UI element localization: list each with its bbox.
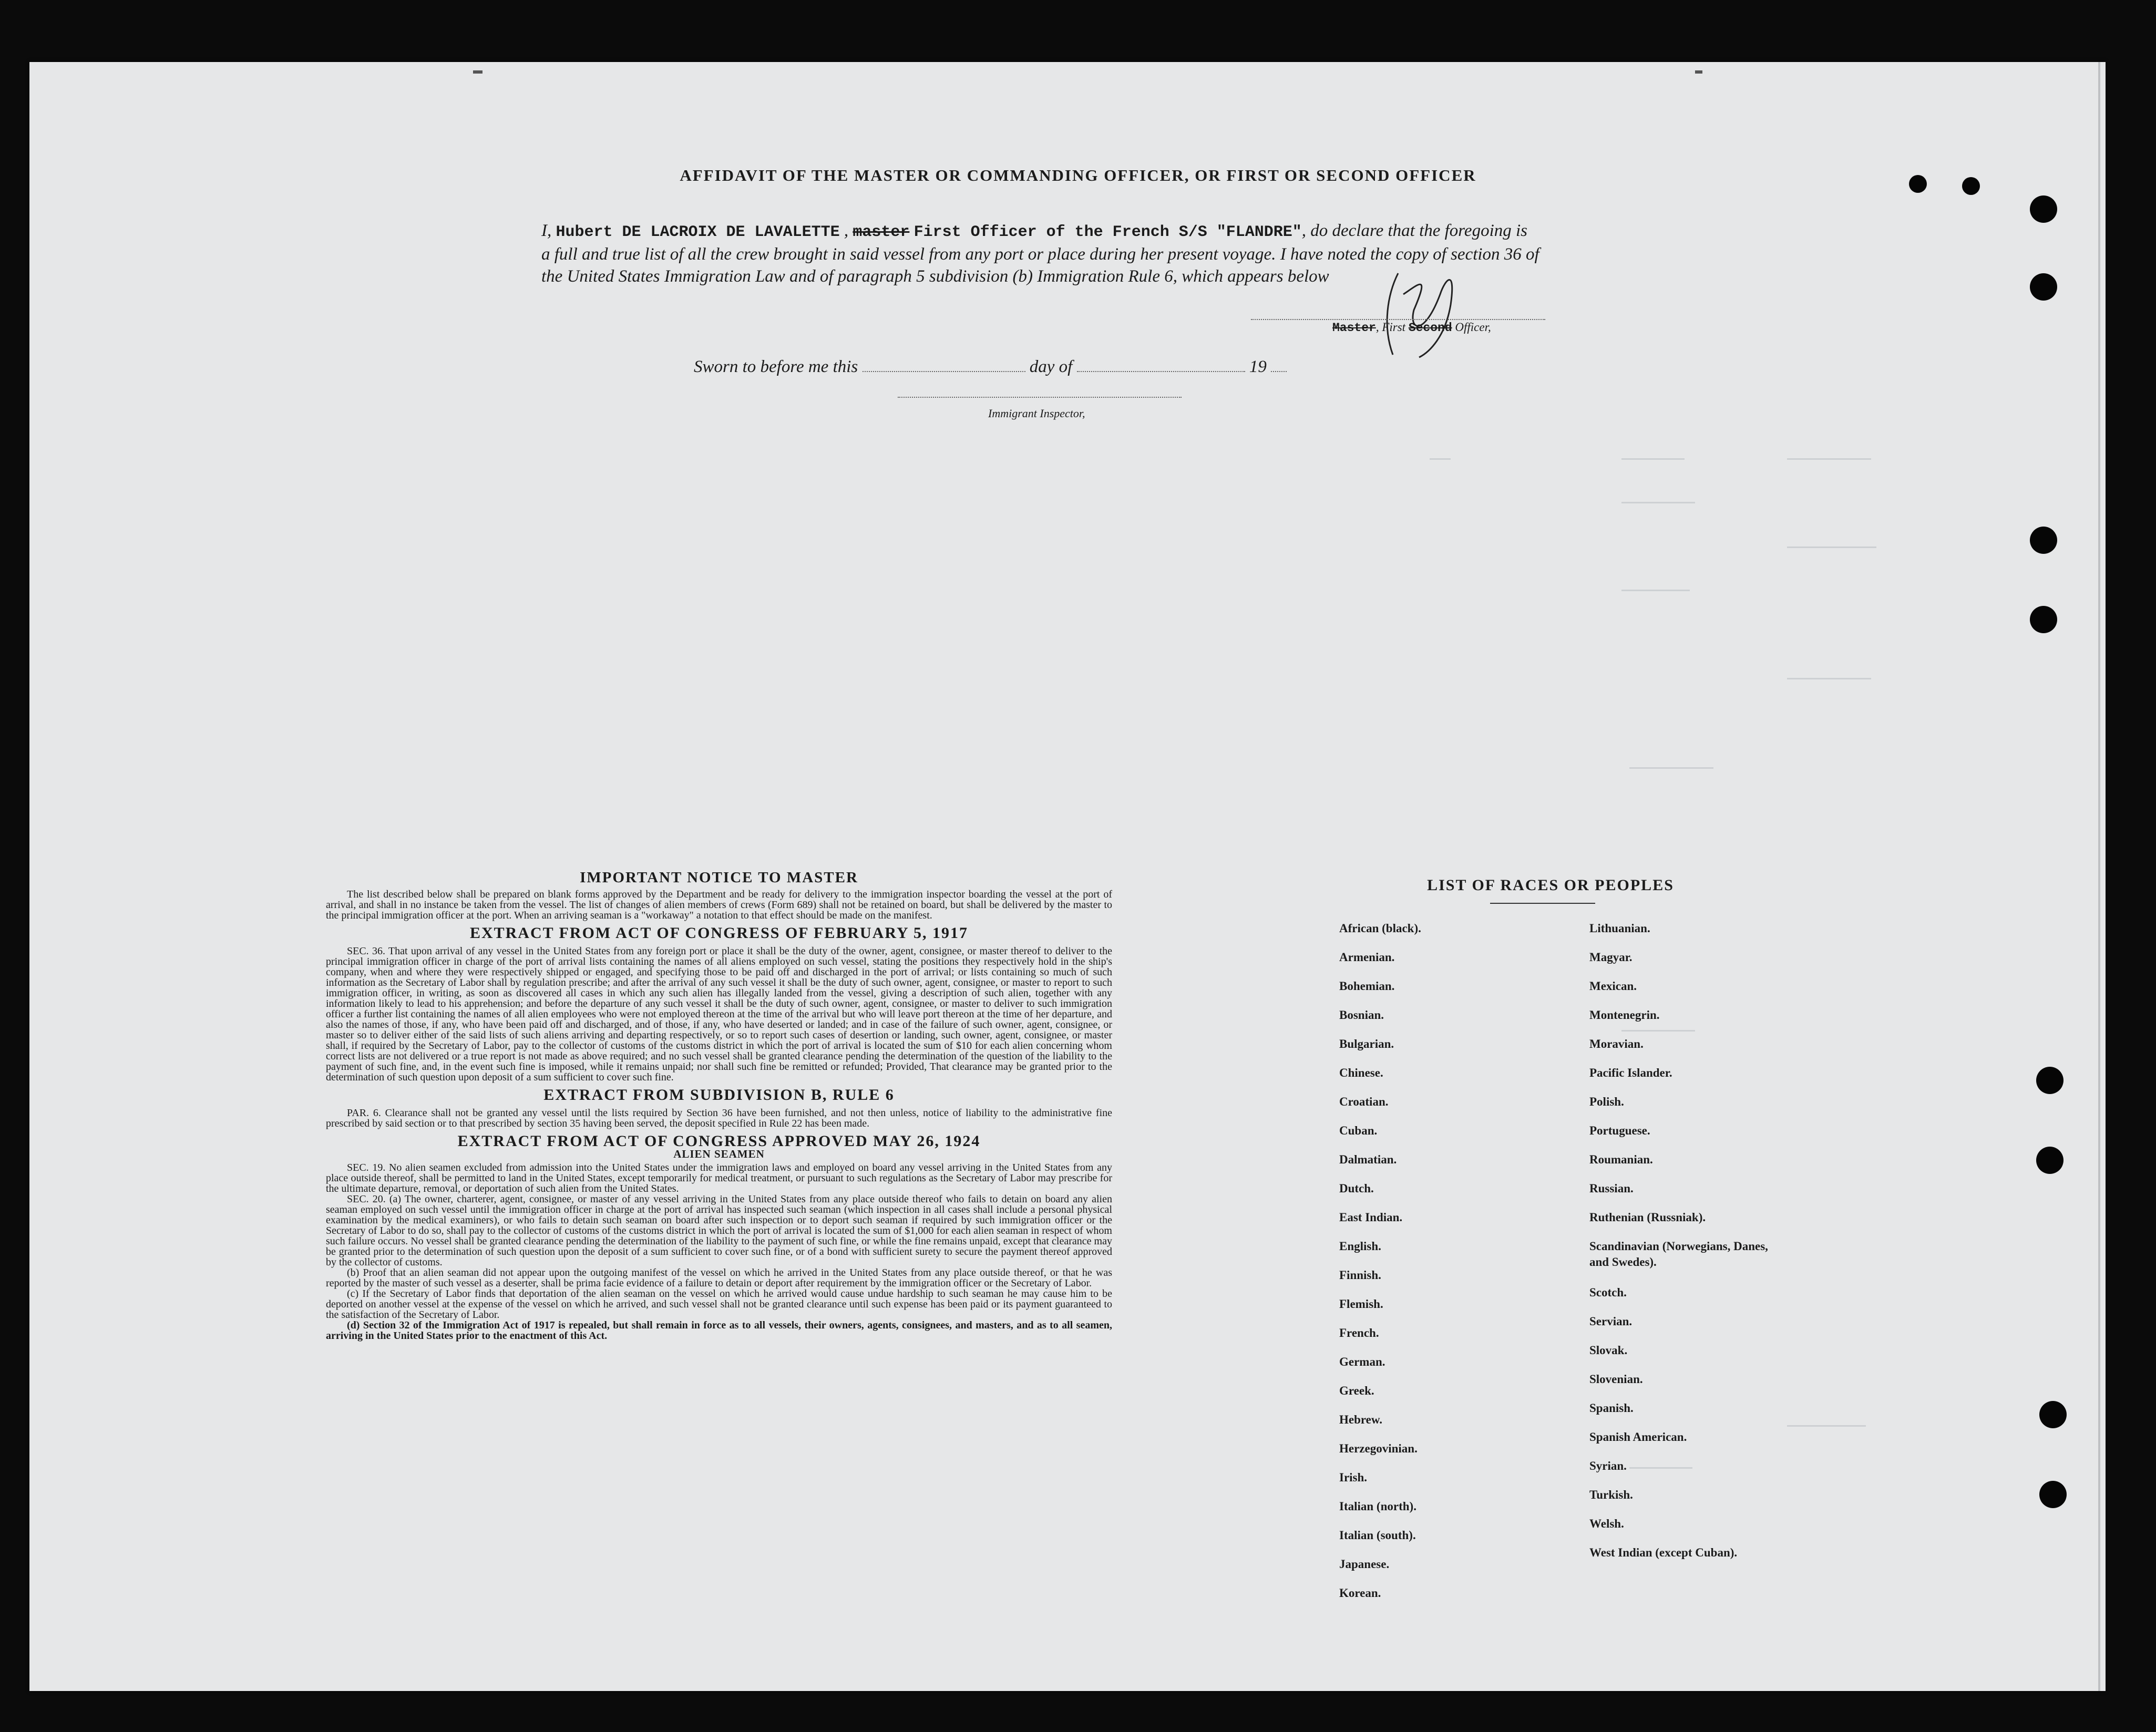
race-item: Korean. (1339, 1586, 1381, 1600)
bleed-through (1629, 767, 1713, 769)
extract-1924-sec20a: SEC. 20. (a) The owner, charterer, agent, consignee, or master of any vessel arriving in the United States from any place outside thereof who fails to detain on board any alien seaman employed on such vessel until the immigration officer in charge at the port of arrival has inspected such seaman (which inspection in all cases shall include a personal physical examination by the medical examiners), or who fails to detain such seaman on board after such inspection or to deport such seaman if required by such immigration officer or the Secretary of Labor to do so, shall pay to the collector of customs of the customs district in which the port of arrival is located the sum of $1,000 for each alien seaman in respect of whom such failure occurs. No vessel shall be granted clearance pending the determination of the liability to the payment of such fine, or while the fine remains unpaid, except that clearance may be granted prior to the determination of such question upon the deposit of a sum sufficient to cover such fine, or of a bond with sufficient surety to secure the payment thereof approved by the collector of customs. (326, 1193, 1112, 1268)
race-item: Spanish American. (1589, 1430, 1687, 1444)
race-item: Croatian. (1339, 1095, 1389, 1108)
punch-hole (2030, 273, 2057, 301)
race-item: German. (1339, 1355, 1385, 1368)
bleed-through (1787, 547, 1876, 548)
race-item: Dutch. (1339, 1182, 1374, 1195)
bleed-through (1430, 458, 1451, 460)
inspector-label: Immigrant Inspector, (988, 407, 1085, 420)
month-blank (1077, 358, 1245, 372)
extract-1924-sec20b: (b) Proof that an alien seaman did not appear upon the outgoing manifest of the vessel on which he arrived in the United States from any place outside thereof, or that he was reported by the master of such vessel as a deserter, shall be prima facie evidence of a failure to detain or deport after requirement by the immigration officer or the Secretary of Labor. (326, 1267, 1112, 1289)
race-item: Herzegovinian. (1339, 1442, 1418, 1455)
punch-hole (2039, 1401, 2067, 1428)
race-item: Scandinavian (Norwegians, Danes, and Swedes). (1589, 1240, 1768, 1269)
officer-position: First Officer of the French S/S "FLANDRE" (913, 223, 1302, 241)
year-text: 19 (1249, 357, 1267, 376)
punch-hole (2036, 1147, 2063, 1174)
bleed-through (1621, 502, 1695, 503)
race-item: Slovak. (1589, 1344, 1628, 1357)
race-item: Magyar. (1589, 951, 1633, 964)
race-item: Armenian. (1339, 951, 1395, 964)
race-item: Italian (north). (1339, 1500, 1416, 1513)
sheet-right-border (2098, 62, 2100, 1691)
alien-seamen-subtitle: ALIEN SEAMEN (673, 1148, 765, 1160)
race-item: Cuban. (1339, 1124, 1378, 1137)
punch-hole (2036, 1067, 2063, 1094)
races-title: LIST OF RACES OR PEOPLES (1427, 877, 1674, 894)
affidavit-i: I, (541, 221, 552, 240)
extract-1924-sec20c: (c) If the Secretary of Labor finds that deportation of the alien seaman on the vessel on which he arrived would cause undue hardship to such seaman he may cause him to be deported on another vessel at the expense of the vessel on which he arrived, and such vessel shall not be granted clearance until such expense has been paid or its payment guaranteed to the satisfaction of the Secretary of Labor. (326, 1288, 1112, 1321)
bleed-through (1621, 458, 1685, 460)
bleed-through (1621, 590, 1690, 591)
race-item: Moravian. (1589, 1037, 1644, 1050)
race-item: Finnish. (1339, 1269, 1381, 1282)
extract-1917-text: SEC. 36. That upon arrival of any vessel in the United States from any foreign port or place it shall be the duty of the owner, agent, consignee, or master thereof to deliver to the principal immigration officer in charge of the port of arrival lists containing the names of all aliens employed on such vessel, stating the positions they respectively hold in the ship's company, when and where they were respectively shipped or engaged, and specifying those to be paid off and discharged in the port of arrival; or lists containing so much of such information as the Secretary of Labor shall by regulation prescribe; and after the arrival of any such vessel it shall be the duty of such owner, agent, consignee, or master to report to such immigration officer, in writing, as soon as discovered all cases in which any such alien has illegally landed from the vessel, giving a description of such alien, together with any information likely to lead to his apprehension; and before the departure of any such vessel it shall be the duty of such owner, agent, consignee, or master to deliver to such immigration officer a further list containing the names of all alien employees who were not employed thereon at the time of the arrival but who will leave port thereon at the time of her departure, and also the names of those, if any, who have been paid off and discharged, and of those, if any, who have deserted or landed; and in case of the failure of such owner, agent, consignee, or master so to deliver either of the said lists of such aliens arriving and departing respectively, or so to report such cases of desertion or landing, such owner, agent, consignee, or master shall, if required by the Secretary of Labor, pay to the collector of customs of the customs district in which the port of arrival is located the sum of $10 for each alien concerning whom correct lists are not delivered or a true report is not made as above required; and no such vessel shall be granted clearance pending the determination of the question of the liability to the payment of such fine, and, in the event such fine is imposed, while it remains unpaid; nor shall such fine be remitted or refunded; Provided, That clearance may be granted prior to the determination of such question upon deposit of a sum sufficient to cover such fine. (326, 945, 1112, 1083)
bleed-through (1787, 458, 1871, 460)
edge-mark (1695, 70, 1702, 74)
notice-title: IMPORTANT NOTICE TO MASTER (580, 869, 858, 886)
day-blank (863, 358, 1025, 372)
name-comma: , (844, 221, 849, 240)
race-item: East Indian. (1339, 1211, 1403, 1224)
race-item: Russian. (1589, 1182, 1634, 1195)
extract-1924-sec20d: (d) Section 32 of the Immigration Act of 1917 is repealed, but shall remain in force as to all vessels, their owners, agents, consignees, and masters, and as to all seamen, arriving in the United States prior to the enactment of this Act. (326, 1319, 1112, 1342)
punch-hole (2030, 527, 2057, 554)
affidavit-title: AFFIDAVIT OF THE MASTER OR COMMANDING OFFICER, OR FIRST OR SECOND OFFICER (680, 166, 1476, 184)
struck-master: Master (1332, 321, 1376, 335)
race-item: Irish. (1339, 1471, 1368, 1484)
races-column-1 (1339, 921, 1528, 1614)
races-column-2 (1589, 921, 1831, 1574)
race-item: Pacific Islander. (1589, 1066, 1672, 1079)
signature-line (1251, 319, 1545, 320)
race-item: Servian. (1589, 1315, 1633, 1328)
race-item: Lithuanian. (1589, 922, 1650, 935)
race-item: Roumanian. (1589, 1153, 1653, 1166)
race-item: Japanese. (1339, 1558, 1390, 1571)
punch-hole (2039, 1481, 2067, 1508)
race-item: Chinese. (1339, 1066, 1383, 1079)
extract-1924-title: EXTRACT FROM ACT OF CONGRESS APPROVED MAY 26, 1924 (457, 1132, 981, 1150)
race-item: Polish. (1589, 1095, 1624, 1108)
struck-title: master (853, 223, 910, 241)
extract-1924-sec19: SEC. 19. No alien seamen excluded from admission into the United States under the immigration laws and employed on board any vessel arriving in the United States from any place outside thereof, shall be permitted to land in the United States, except temporarily for medical treatment, or pursuant to such regulations as the Secretary of Labor may prescribe for the ultimate departure, removal, or deportation of such alien from the United States. (326, 1162, 1112, 1194)
day-of-text: day of (1029, 357, 1073, 376)
extract-rule6-title: EXTRACT FROM SUBDIVISION B, RULE 6 (543, 1086, 895, 1104)
sworn-line (694, 357, 1287, 377)
do-declare: , do declare (1301, 221, 1384, 240)
inspector-signature-line (898, 397, 1182, 398)
bleed-through (1787, 678, 1871, 679)
race-item: Turkish. (1589, 1488, 1633, 1501)
race-item: Syrian. (1589, 1459, 1627, 1472)
officer-name: Hubert DE LACROIX DE LAVALETTE (556, 223, 840, 241)
struck-second: Second (1408, 321, 1452, 335)
race-item: Spanish. (1589, 1401, 1634, 1415)
punch-hole (2030, 606, 2057, 633)
races-title-rule (1490, 903, 1595, 904)
race-item: Bohemian. (1339, 980, 1395, 993)
officer-label: Officer, (1455, 321, 1491, 334)
race-item: Welsh. (1589, 1517, 1624, 1530)
race-item: Portuguese. (1589, 1124, 1650, 1137)
race-item: Bulgarian. (1339, 1037, 1394, 1050)
race-item: Dalmatian. (1339, 1153, 1397, 1166)
sworn-text: Sworn to before me this (694, 357, 858, 376)
punch-hole (2030, 195, 2057, 223)
race-item: African (black). (1339, 922, 1421, 935)
race-item: Italian (south). (1339, 1529, 1416, 1542)
notice-block (326, 869, 1112, 1342)
race-item: French. (1339, 1326, 1379, 1339)
extract-1917-title: EXTRACT FROM ACT OF CONGRESS OF FEBRUARY 5, 1917 (469, 924, 969, 942)
race-item: Flemish. (1339, 1297, 1383, 1311)
race-item: Slovenian. (1589, 1373, 1643, 1386)
race-item: West Indian (except Cuban). (1589, 1546, 1738, 1559)
race-item: English. (1339, 1240, 1381, 1253)
signature-caption (1332, 321, 1491, 335)
race-item: Montenegrin. (1589, 1008, 1660, 1022)
year-blank (1271, 358, 1287, 372)
race-item: Greek. (1339, 1384, 1374, 1397)
race-item: Mexican. (1589, 980, 1637, 993)
first-label: , First (1375, 321, 1406, 334)
extract-rule6-text: PAR. 6. Clearance shall not be granted any vessel until the lists required by Section 36 have been furnished, and not then unless, notice of liability to the administrative fine prescribed by said section or to that prescribed by section 35 having been served, the deposit specified in Rule 22 has been made. (326, 1107, 1112, 1129)
declaration-body: that the foregoing is a full and true list of all the crew brought in said vessel from any port or place during her present voyage. I have noted the copy of section 36 of the United States Immigration Law and of paragraph 5 subdivision (b) Immigration Rule 6, which appears below (541, 221, 1539, 286)
race-item: Hebrew. (1339, 1413, 1382, 1426)
signature-scrawl (1367, 263, 1487, 363)
race-item: Ruthenian (Russniak). (1589, 1211, 1706, 1224)
race-item: Bosnian. (1339, 1008, 1384, 1022)
notice-text: The list described below shall be prepared on blank forms approved by the Department and be ready for delivery to the immigration inspector boarding the vessel at the port of arrival, and shall in no instance be taken from the vessel. The list of changes of alien members of crews (Form 689) shall not be retained on board, but shall be delivered by the master to the principal immigration officer at the port. When an arriving seaman is a "workaway" a notation to that effect should be made on the manifest. (326, 889, 1112, 921)
race-item: Scotch. (1589, 1286, 1627, 1299)
edge-mark (473, 70, 482, 74)
